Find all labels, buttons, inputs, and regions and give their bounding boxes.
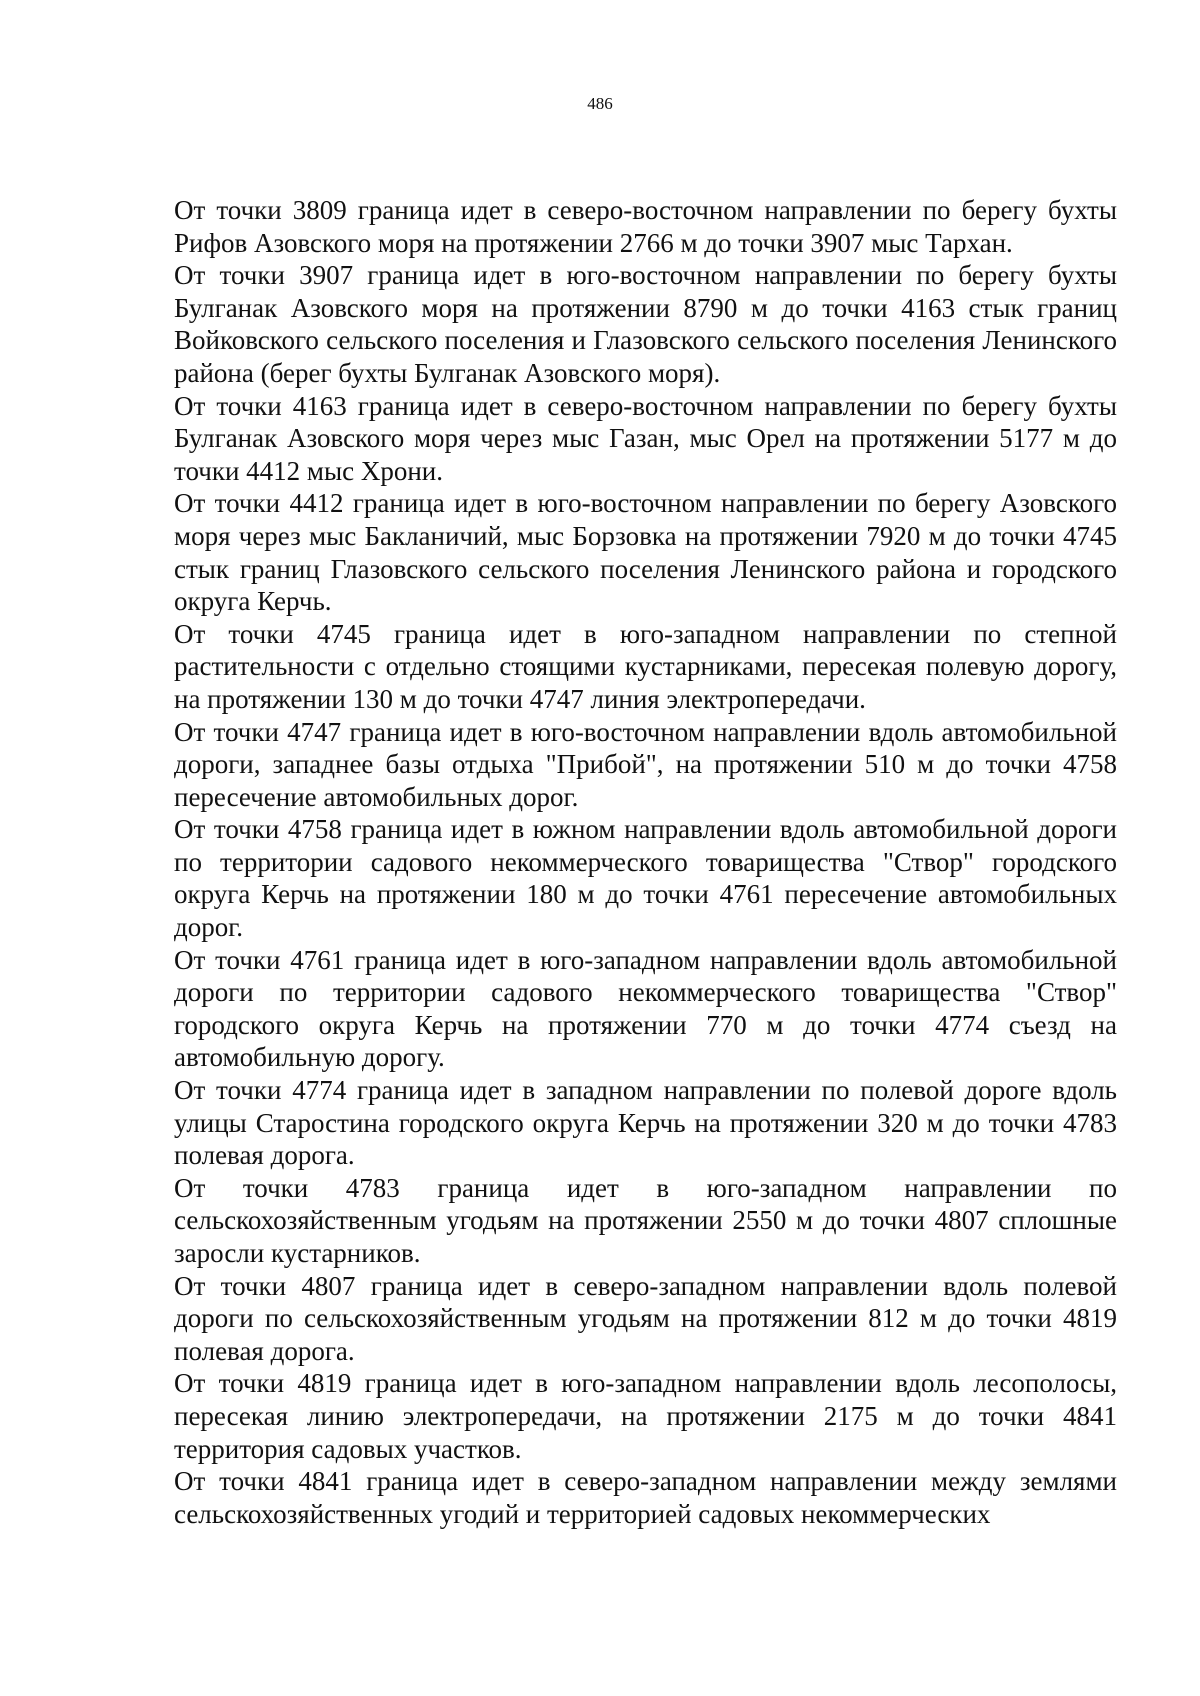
paragraph-3: От точки 4163 граница идет в северо-восточном направлении по берегу бухты Булганак Азовского моря через мыс Газан, мыс Орел на протяжении 5177 м до точки 4412 мыс Хрони. bbox=[174, 390, 1117, 486]
paragraph-11: От точки 4807 граница идет в северо-западном направлении вдоль полевой дороги по сельскохозяйственным угодьям на протяжении 812 м до точки 4819 полевая дорога. bbox=[174, 1270, 1117, 1366]
paragraph-4: От точки 4412 граница идет в юго-восточном направлении по берегу Азовского моря через мыс Бакланичий, мыс Борзовка на протяжении 7920 м до точки 4745 стык границ Глазовского сельского поселения Ленинского района и городского округа Керчь. bbox=[174, 488, 1117, 617]
paragraph-13: От точки 4841 граница идет в северо-западном направлении между землями сельскохозяйственных угодий и территорией садовых некоммерческих bbox=[174, 1466, 1117, 1529]
paragraph-10: От точки 4783 граница идет в юго-западном направлении по сельскохозяйственным угодьям на протяжении 2550 м до точки 4807 сплошные заросли кустарников. bbox=[174, 1172, 1117, 1268]
paragraph-1: От точки 3809 граница идет в северо-восточном направлении по берегу бухты Рифов Азовского моря на протяжении 2766 м до точки 3907 мыс Тархан. bbox=[174, 195, 1117, 258]
document-body bbox=[174, 194, 1117, 1530]
paragraph-6: От точки 4747 граница идет в юго-восточном направлении вдоль автомобильной дороги, западнее базы отдыха "Прибой", на протяжении 510 м до точки 4758 пересечение автомобильных дорог. bbox=[174, 716, 1117, 812]
paragraph-7: От точки 4758 граница идет в южном направлении вдоль автомобильной дороги по территории садового некоммерческого товарищества "Створ" городского округа Керчь на протяжении 180 м до точки 4761 пересечение автомобильных дорог. bbox=[174, 814, 1117, 943]
paragraph-8: От точки 4761 граница идет в юго-западном направлении вдоль автомобильной дороги по территории садового некоммерческого товарищества "Створ" городского округа Керчь на протяжении 770 м до точки 4774 съезд на автомобильную дорогу. bbox=[174, 944, 1117, 1073]
paragraph-5: От точки 4745 граница идет в юго-западном направлении по степной растительности с отдельно стоящими кустарниками, пересекая полевую дорогу, на протяжении 130 м до точки 4747 линия электропередачи. bbox=[174, 618, 1117, 714]
paragraph-12: От точки 4819 граница идет в юго-западном направлении вдоль лесополосы, пересекая линию электропередачи, на протяжении 2175 м до точки 4841 территория садовых участков. bbox=[174, 1368, 1117, 1464]
paragraph-2: От точки 3907 граница идет в юго-восточном направлении по берегу бухты Булганак Азовского моря на протяжении 8790 м до точки 4163 стык границ Войковского сельского поселения и Глазовского сельского поселения Ленинского района (берег бухты Булганак Азовского моря). bbox=[174, 260, 1117, 388]
page-number: 486 bbox=[587, 94, 613, 113]
paragraph-9: От точки 4774 граница идет в западном направлении по полевой дороге вдоль улицы Старостина городского округа Керчь на протяжении 320 м до точки 4783 полевая дорога. bbox=[174, 1075, 1117, 1171]
